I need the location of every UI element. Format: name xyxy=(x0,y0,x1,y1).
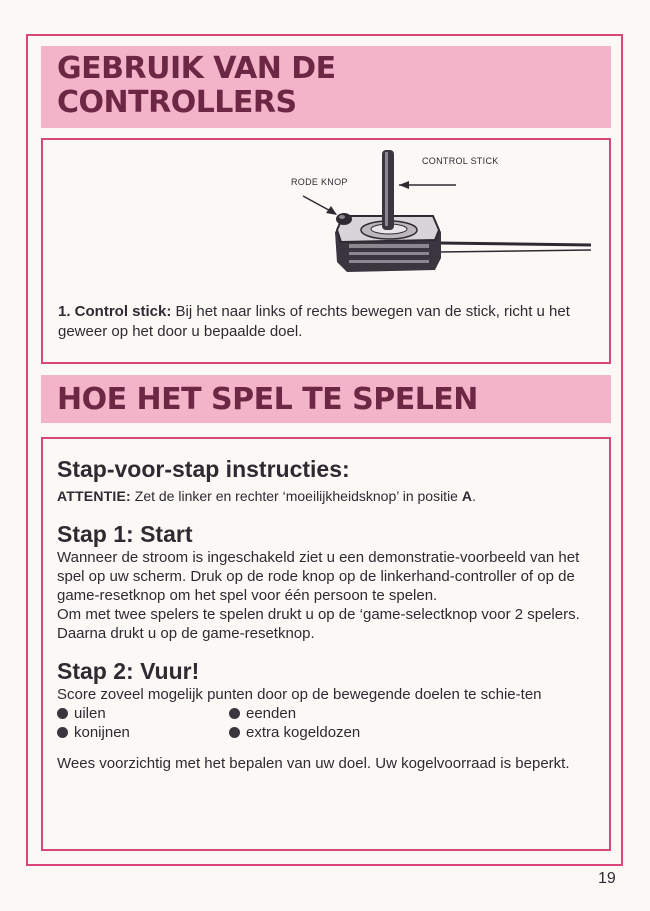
bullet-icon xyxy=(229,708,240,719)
target-list xyxy=(57,704,602,742)
section-title-line-1: GEBRUIK VAN DE xyxy=(57,51,336,86)
instructions-box xyxy=(41,437,611,851)
instructions-heading: Stap-voor-stap instructies: xyxy=(57,456,350,482)
bullet-icon xyxy=(57,727,68,738)
list-item: konijnen xyxy=(57,723,229,742)
list-item: eenden xyxy=(229,704,489,723)
list-item: extra kogeldozen xyxy=(229,723,489,742)
list-item: uilen xyxy=(57,704,229,723)
controller-box xyxy=(41,138,611,364)
step-1-paragraph-2: Om met twee spelers te spelen drukt u op de ‘game-selectknop voor 2 spelers. Daarna drukt u op de game-resetknop. xyxy=(57,606,580,642)
attention-text: Zet de linker en rechter ‘moeilijkheidsknop’ in positie xyxy=(130,488,462,504)
joystick-illustration xyxy=(43,140,609,290)
step-1-paragraph-1: Wanneer de stroom is ingeschakeld ziet u een demonstratie-voorbeeld van het spel op uw scherm. Druk op de rode knop op de linkerhand-controller of op de game-resetknop om het spel voor één persoon te spelen. xyxy=(57,549,580,604)
bullet-icon xyxy=(229,727,240,738)
page-number: 19 xyxy=(598,870,616,887)
step-2-intro: Score zoveel mogelijk punten door op de bewegende doelen te schie-ten xyxy=(57,686,542,703)
step-1-heading: Stap 1: Start xyxy=(57,521,193,547)
label-control-stick: CONTROL STICK xyxy=(422,156,499,166)
section-banner-controllers xyxy=(41,46,611,128)
attention-position: A xyxy=(461,488,473,504)
instructions-content xyxy=(57,455,602,773)
section-title: HOE HET SPEL TE SPELEN xyxy=(57,382,478,417)
step-2-note: Wees voorzichtig met het bepalen van uw doel. Uw kogelvoorraad is beperkt. xyxy=(57,755,570,772)
control-stick-description xyxy=(58,302,603,342)
control-stick-term: 1. Control stick: xyxy=(58,303,172,320)
label-rode-knop: RODE KNOP xyxy=(291,177,348,187)
section-banner-play xyxy=(41,375,611,423)
bullet-icon xyxy=(57,708,68,719)
attention-label: ATTENTIE: xyxy=(57,488,131,504)
control-stick-text: Bij het naar links of rechts bewegen van de stick, richt u het geweer op het door u bepaalde doel. xyxy=(58,303,570,340)
attention-end: . xyxy=(472,488,477,504)
section-title-line-2: CONTROLLERS xyxy=(57,85,297,120)
step-2-heading: Stap 2: Vuur! xyxy=(57,658,200,684)
attention-note xyxy=(57,487,602,506)
